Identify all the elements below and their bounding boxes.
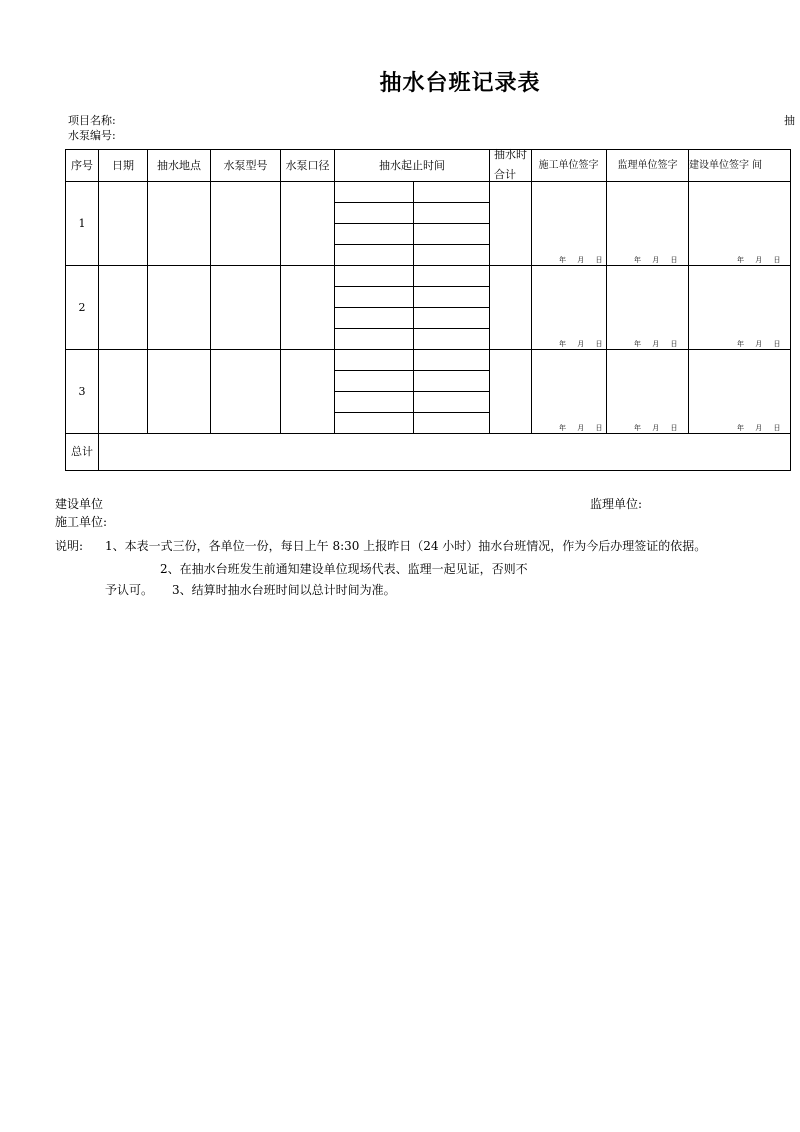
supervisor-unit-label: 监理单位: (590, 497, 643, 511)
page-title: 抽水台班记录表 (379, 70, 541, 96)
project-name-label: 项目名称: (68, 114, 116, 127)
truncated-corner-text: 抽 (784, 114, 795, 127)
header-supervisor-sign: 监理单位签字 (617, 159, 678, 171)
header-start-end-time: 抽水起止时间 (379, 158, 445, 172)
owner-date: 年 月 日 (737, 256, 781, 264)
header-date: 日期 (112, 158, 134, 172)
owner-unit-label: 建设单位 (55, 497, 104, 511)
header-location: 抽水地点 (157, 158, 201, 172)
header-hours-top: 抽水时 (494, 148, 527, 161)
total-label: 总计 (71, 445, 93, 458)
header-owner-sign: 建设单位签字 间 (689, 159, 763, 171)
contractor-unit-label: 施工单位: (55, 515, 108, 529)
supervisor-date: 年 月 日 (634, 340, 678, 348)
header-hours-bottom: 合计 (494, 168, 516, 181)
note-3: 3、结算时抽水台班时间以总计时间为准。 (172, 583, 396, 597)
contractor-date: 年 月 日 (559, 424, 603, 432)
note-label: 说明: (55, 539, 84, 553)
header-contractor-sign: 施工单位签字 (538, 159, 599, 171)
note-2: 2、在抽水台班发生前通知建设单位现场代表、监理一起见证，否则不 (160, 562, 528, 576)
pump-number-label: 水泵编号: (68, 129, 116, 142)
header-pump-model: 水泵型号 (223, 158, 268, 172)
owner-date: 年 月 日 (737, 424, 781, 432)
row-seq: 1 (78, 216, 86, 230)
supervisor-date: 年 月 日 (634, 424, 678, 432)
contractor-date: 年 月 日 (559, 256, 603, 264)
note-2-continued: 予认可。 (105, 583, 154, 597)
header-seq: 序号 (71, 158, 93, 172)
owner-date: 年 月 日 (737, 340, 781, 348)
supervisor-date: 年 月 日 (634, 256, 678, 264)
contractor-date: 年 月 日 (559, 340, 603, 348)
row-seq: 2 (78, 300, 86, 314)
row-seq: 3 (78, 384, 86, 398)
note-1: 1、本表一式三份，各单位一份，每日上午 8:30 上报昨日（24 小时）抽水台班情况，作为今后办理签证的依据。 (105, 539, 707, 553)
header-pump-diameter: 水泵口径 (285, 158, 330, 172)
